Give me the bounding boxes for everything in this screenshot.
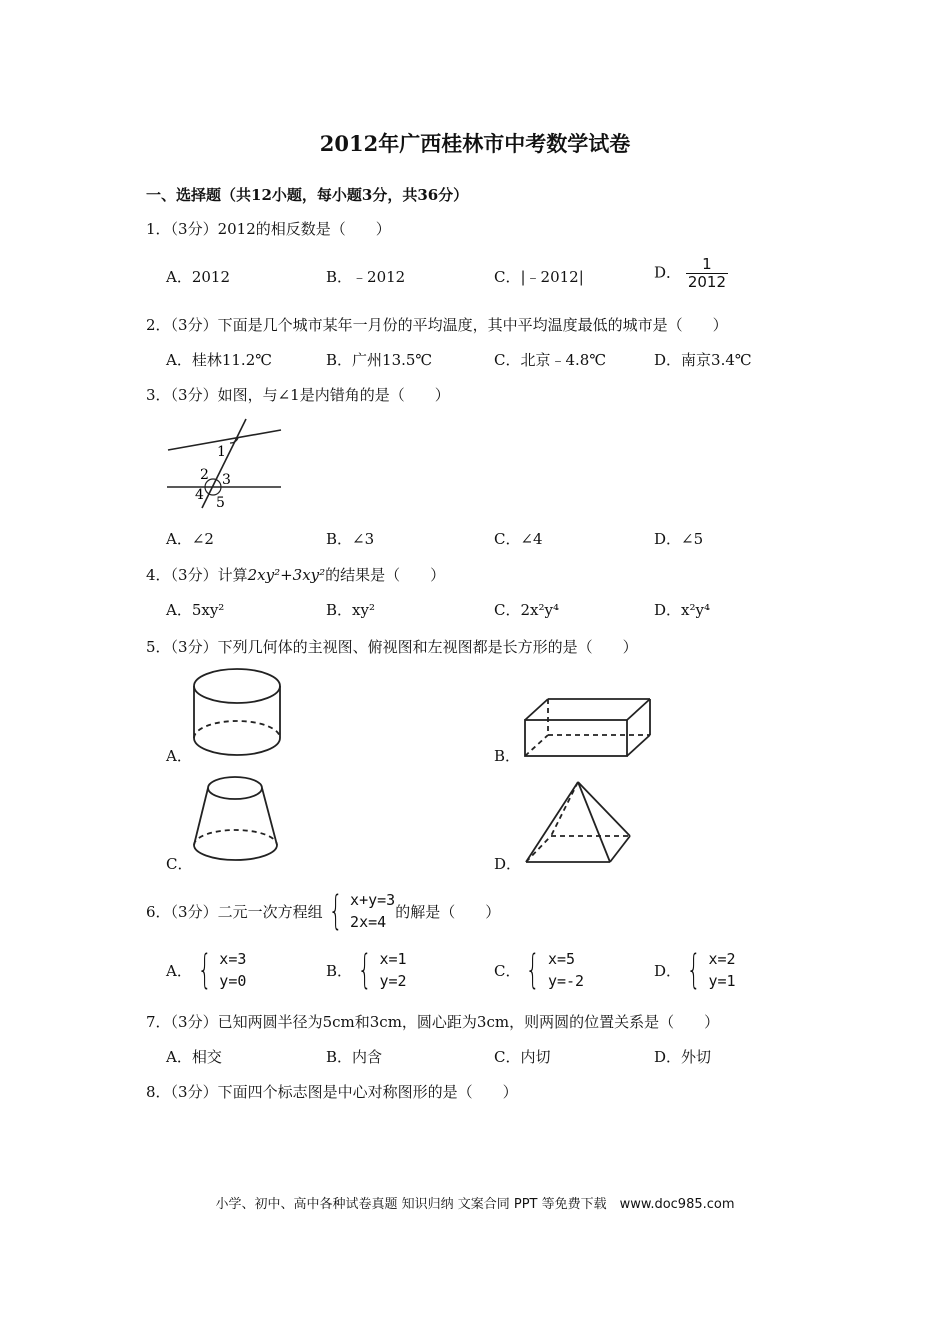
q4-expression: 2xy²+3xy²	[247, 566, 326, 584]
q6-option-d	[654, 948, 736, 992]
q4-option-a: A．5xy²	[166, 601, 225, 619]
q6-equation-1: x+y=3	[350, 891, 396, 909]
q3-option-a: A．∠2	[166, 530, 214, 548]
q5-pyramid-figure	[526, 782, 630, 862]
question-2-stem: 2．（3分）下面是几个城市某年一月份的平均温度，其中平均温度最低的城市是（ ）	[146, 316, 728, 334]
q6-b-line2: y=2	[379, 972, 407, 990]
q6-prefix: 6．（3分）二元一次方程组	[146, 902, 323, 921]
q2-option-d: D．南京3.4℃	[654, 351, 752, 369]
q1-option-a: A．2012	[166, 268, 231, 286]
q5-option-c: C．	[166, 855, 193, 873]
q2-option-a: A．桂林11.2℃	[166, 351, 273, 369]
q6-c-brace: {	[526, 947, 541, 993]
page-footer: 小学、初中、高中各种试卷真题 知识归纳 文案合同 PPT 等免费下载 www.doc985.com	[215, 1197, 735, 1212]
q1-fraction-denominator: 2012	[687, 273, 726, 291]
q6-a-line1: x=3	[219, 950, 247, 968]
q3-option-d: D．∠5	[654, 530, 704, 548]
q5-option-a: A．	[166, 747, 192, 765]
q3-label-1: 1	[217, 444, 226, 460]
q4-option-d: D．x²y⁴	[654, 601, 710, 619]
q6-brace: {	[328, 888, 343, 934]
q6-equation-2: 2x=4	[350, 913, 387, 931]
q6-a-brace: {	[197, 947, 212, 993]
question-7-stem: 7．（3分）已知两圆半径为5cm和3cm，圆心距为3cm，则两圆的位置关系是（ ）	[146, 1013, 720, 1031]
q1-option-b: B．﹣2012	[326, 268, 406, 286]
q3-label-2: 2	[200, 467, 209, 483]
q6-option-a-label: A．	[166, 961, 192, 980]
q6-option-d-label: D．	[654, 961, 682, 980]
q6-a-line2: y=0	[219, 972, 247, 990]
q4-option-c: C．2x²y⁴	[494, 601, 559, 619]
q3-label-5: 5	[216, 495, 225, 511]
q3-option-b: B．∠3	[326, 530, 375, 548]
q6-c-line2: y=-2	[547, 972, 585, 990]
q6-option-b-label: B．	[326, 961, 353, 980]
q4-suffix: 的结果是（ ）	[325, 566, 446, 584]
question-5-stem: 5．（3分）下列几何体的主视图、俯视图和左视图都是长方形的是（ ）	[146, 638, 638, 656]
q5-option-d: D．	[494, 855, 522, 873]
q5-cuboid-figure	[525, 699, 650, 756]
q7-option-b: B．内含	[326, 1048, 383, 1066]
q1-option-d-label: D．	[654, 263, 682, 282]
q6-b-line1: x=1	[379, 950, 407, 968]
question-3-stem: 3．（3分）如图，与∠1是内错角的是（ ）	[146, 386, 450, 404]
q6-d-line2: y=1	[708, 972, 736, 990]
q6-equation-system	[323, 889, 396, 933]
q6-option-c-label: C．	[494, 961, 521, 980]
q6-c-line1: x=5	[547, 950, 576, 968]
question-1-stem: 1．（3分）2012的相反数是（ ）	[146, 220, 391, 238]
q2-option-b: B．广州13.5℃	[326, 351, 433, 369]
q3-label-4: 4	[195, 487, 204, 503]
question-8-stem: 8．（3分）下面四个标志图是中心对称图形的是（ ）	[146, 1083, 518, 1101]
q5-cylinder-figure	[194, 669, 280, 755]
q1-option-c: C．|﹣2012|	[494, 268, 584, 286]
q1-fraction-numerator: 1	[686, 256, 728, 274]
q7-option-d: D．外切	[654, 1048, 712, 1066]
q5-frustum-figure	[194, 777, 277, 860]
q6-suffix: 的解是（ ）	[395, 902, 501, 921]
q2-option-c: C．北京﹣4.8℃	[494, 351, 607, 369]
section-heading: 一、选择题（共12小题，每小题3分，共36分）	[146, 186, 469, 204]
q7-option-a: A．相交	[166, 1048, 222, 1066]
q3-label-3: 3	[222, 472, 231, 488]
q6-option-c	[494, 948, 584, 992]
q6-b-brace: {	[357, 947, 372, 993]
question-6-stem	[146, 889, 500, 933]
q4-prefix: 4．（3分）计算	[146, 566, 248, 584]
q6-d-line1: x=2	[708, 950, 736, 968]
q5-option-b: B．	[494, 747, 521, 765]
q4-option-b: B．xy²	[326, 601, 375, 619]
q6-option-a	[166, 948, 246, 992]
q3-option-c: C．∠4	[494, 530, 543, 548]
q6-d-brace: {	[686, 947, 701, 993]
q7-option-c: C．内切	[494, 1048, 551, 1066]
page-title: 2012年广西桂林市中考数学试卷	[319, 131, 631, 156]
q6-option-b	[326, 948, 407, 992]
